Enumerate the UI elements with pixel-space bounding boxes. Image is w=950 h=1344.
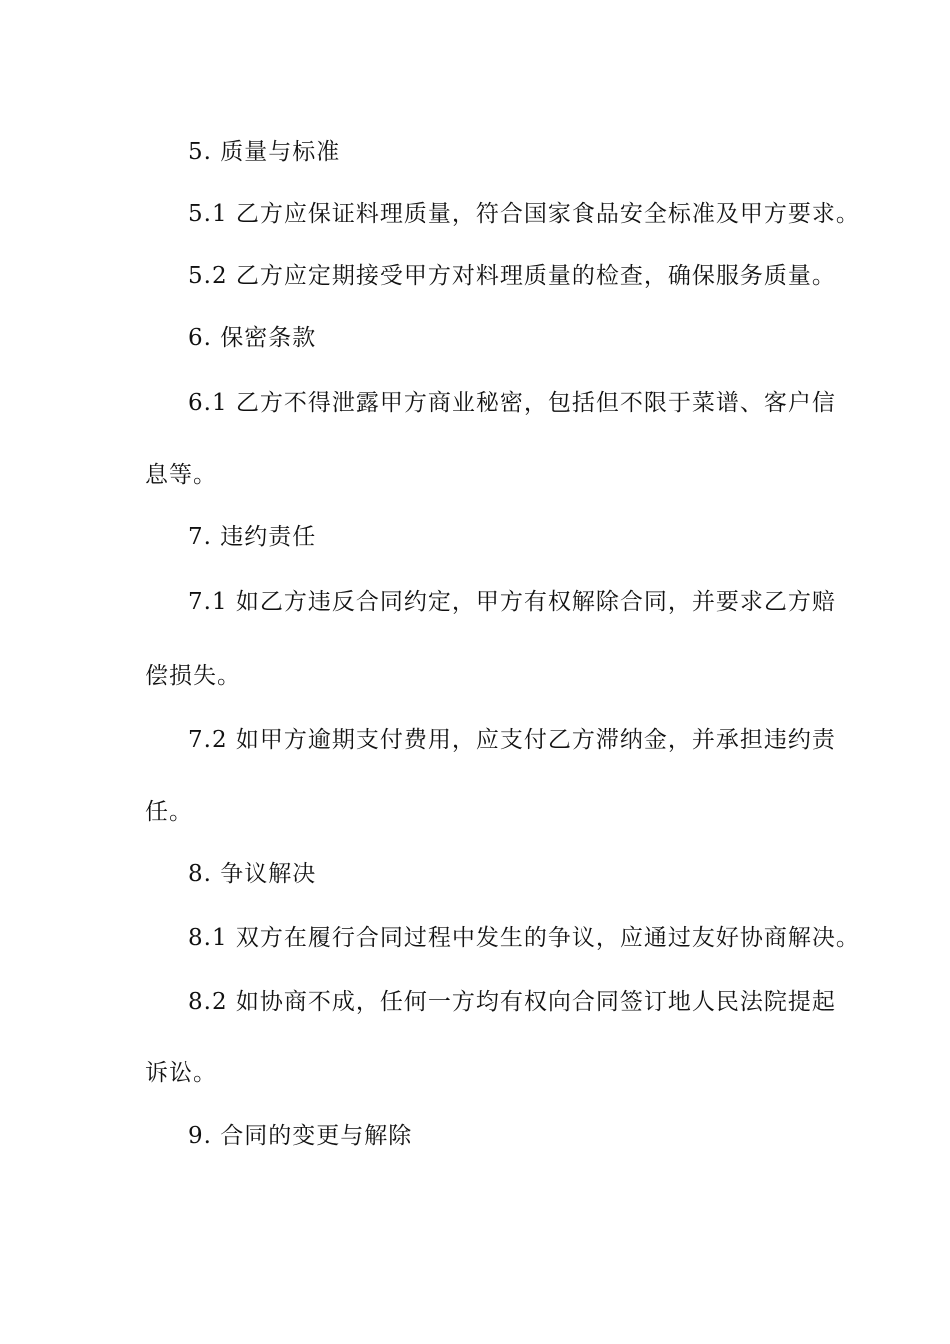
section-heading-6: 6. 保密条款 — [188, 325, 317, 351]
section-heading-5: 5. 质量与标准 — [188, 139, 341, 165]
section-heading-7: 7. 违约责任 — [188, 524, 317, 550]
clause-8-1: 8.1 双方在履行合同过程中发生的争议，应通过友好协商解决。 — [188, 925, 860, 951]
clause-6-1: 6.1 乙方不得泄露甲方商业秘密，包括但不限于菜谱、客户信 — [188, 390, 836, 416]
section-heading-8: 8. 争议解决 — [188, 861, 317, 887]
clause-7-2: 7.2 如甲方逾期支付费用，应支付乙方滞纳金，并承担违约责 — [188, 727, 836, 753]
clause-5-1: 5.1 乙方应保证料理质量，符合国家食品安全标准及甲方要求。 — [188, 201, 860, 227]
clause-7-1-continuation: 偿损失。 — [145, 663, 241, 689]
clause-7-1: 7.1 如乙方违反合同约定，甲方有权解除合同，并要求乙方赔 — [188, 589, 836, 615]
clause-8-2: 8.2 如协商不成，任何一方均有权向合同签订地人民法院提起 — [188, 989, 836, 1015]
clause-7-2-continuation: 任。 — [145, 799, 193, 825]
clause-8-2-continuation: 诉讼。 — [145, 1060, 217, 1086]
clause-5-2: 5.2 乙方应定期接受甲方对料理质量的检查，确保服务质量。 — [188, 263, 836, 289]
section-heading-9: 9. 合同的变更与解除 — [188, 1123, 413, 1149]
clause-6-1-continuation: 息等。 — [145, 462, 217, 488]
